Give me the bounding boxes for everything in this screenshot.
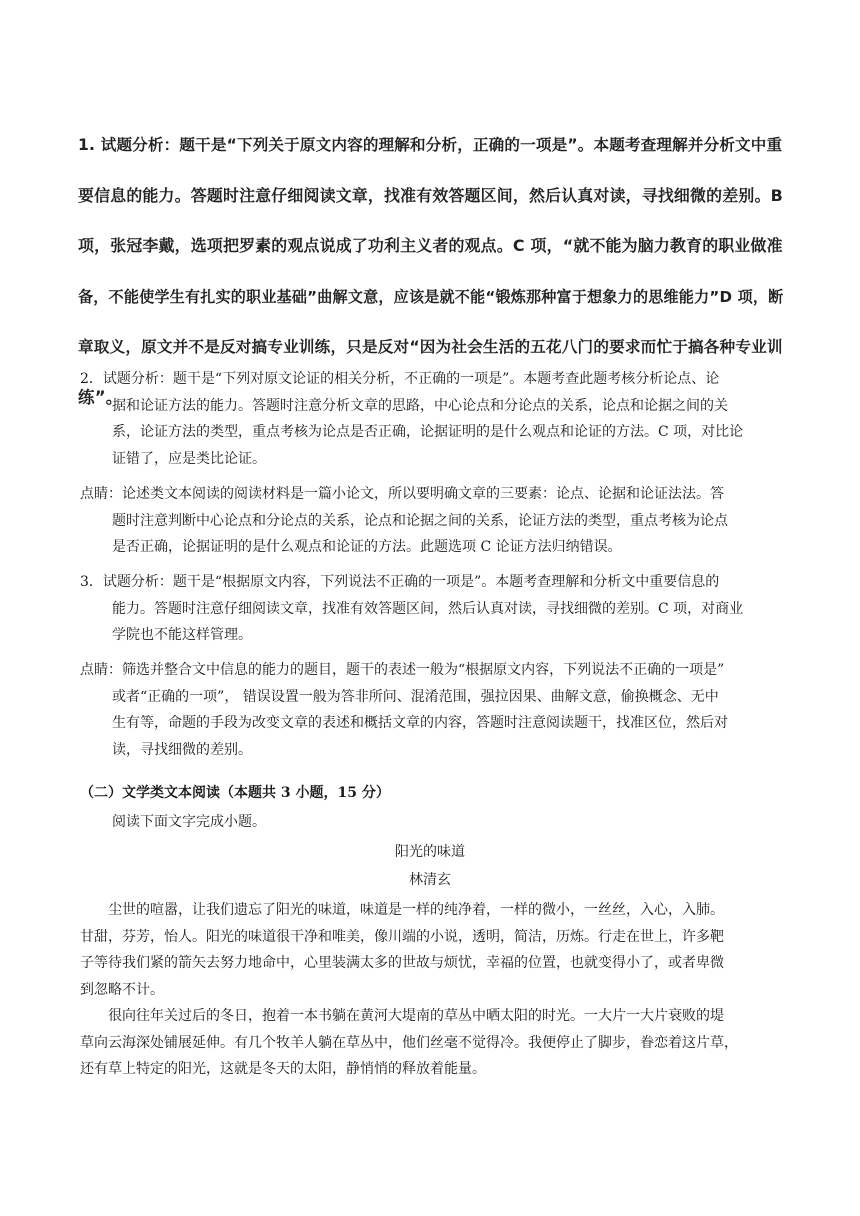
text-line: 要信息的能力。答题时注意仔细阅读文章，找准有效答题区间，然后认真对读，寻找细微的差别。B	[78, 185, 783, 205]
text-line: 能力。答题时注意仔细阅读文章，找准有效答题区间，然后认真对读，寻找细微的差别。C 项，对商业	[112, 600, 744, 617]
text-line: 章取义，原文并不是反对搞专业训练，只是反对“因为社会生活的五花八门的要求而忙于搞各种专业训	[78, 338, 783, 356]
text-line: 是否正确，论据证明的是什么观点和论证的方法。此题选项 C 论证方法归纳错误。	[112, 539, 622, 555]
text-line: 到忽略不计。	[80, 981, 164, 998]
text-line: 或者“正确的一项”， 错误设置一般为答非所问、混淆范围，强拉因果、曲解文意，偷换概念、无中	[112, 688, 719, 705]
text-line: 2．试题分析：题干是“下列对原文论证的相关分析，不正确的一项是”。本题考查此题考核分析论点、论	[80, 371, 720, 387]
text-line: 3．试题分析：题干是“根据原文内容，下列说法不正确的一项是”。本题考查理解和分析文中重要信息的	[80, 574, 720, 590]
text-line: 练”。	[78, 387, 123, 407]
text-line: 证错了，应是类比论证。	[112, 450, 266, 467]
reading-instruction: 阅读下面文字完成小题。	[112, 814, 266, 830]
article-author: 林清玄	[409, 872, 451, 888]
text-line: 甘甜，芬芳，怡人。阳光的味道很干净和唯美，像川端的小说，透明，简洁，历炼。行走在世上，许多靶	[80, 928, 724, 945]
tip-2	[80, 657, 785, 763]
article-paragraph-1	[80, 897, 785, 1003]
text-line: 系，论证方法的类型，重点考核为论点是否正确，论据证明的是什么观点和论证的方法。C 项，对比论	[112, 424, 744, 440]
text-line: 据和论证方法的能力。答题时注意分析文章的思路，中心论点和分论点的关系，论点和论据之间的关	[112, 397, 728, 414]
answer-analysis-2	[80, 366, 785, 472]
text-line: 读，寻找细微的差别。	[112, 741, 252, 758]
text-line: 题时注意判断中心论点和分论点的关系，论点和论据之间的关系，论证方法的类型，重点考核为论点	[112, 512, 728, 529]
section-heading: （二）文学类文本阅读（本题共 3 小题，15 分）	[80, 785, 390, 801]
text-line: 备，不能使学生有扎实的职业基础”曲解文意，应该是就不能“锻炼那种富于想象力的思维能力”D 项，断	[78, 287, 784, 306]
text-line: 生有等，命题的手段为改变文章的表述和概括文章的内容，答题时注意阅读题干，找准区位，然后对	[112, 715, 728, 731]
text-line: 点睛：筛选并整合文中信息的能力的题目，题干的表述一般为“根据原文内容，下列说法不正确的一项是”	[80, 662, 725, 678]
text-line: 点睛：论述类文本阅读的阅读材料是一篇小论文，所以要明确文章的三要素：论点、论据和论证法法。答	[80, 486, 724, 502]
text-line: 还有草上特定的阳光，这就是冬天的太阳，静悄悄的释放着能量。	[80, 1061, 486, 1077]
text-line: 子等待我们紧的箭矢去努力地命中，心里装满太多的世故与烦忧，幸福的位置，也就变得小了，或者卑微	[80, 955, 724, 971]
text-line: 很向往年关过后的冬日，抱着一本书躺在黄河大堤南的草丛中晒太阳的时光。一大片一大片衰败的堤	[108, 1008, 724, 1024]
text-line: 学院也不能这样管理。	[112, 627, 252, 643]
article-title: 阳光的味道	[395, 844, 465, 860]
text-line: 尘世的喧嚣，让我们遗忘了阳光的味道，味道是一样的纯净着，一样的微小，一丝丝，入心，入肺。	[108, 902, 724, 918]
article-paragraph-2	[80, 1003, 785, 1083]
text-line: 项，张冠李戴，选项把罗素的观点说成了功利主义者的观点。C 项，“就不能为脑力教育的职业做准	[78, 236, 783, 255]
tip-1	[80, 481, 785, 561]
answer-analysis-3	[80, 569, 785, 649]
text-line: 草向云海深处铺展延伸。有几个牧羊人躺在草丛中，他们丝毫不觉得冷。我便停止了脚步，眷恋着这片草，	[80, 1034, 738, 1051]
text-line: 1. 试题分析：题干是“下列关于原文内容的理解和分析，正确的一项是”。本题考查理解并分析文中重	[78, 136, 783, 154]
